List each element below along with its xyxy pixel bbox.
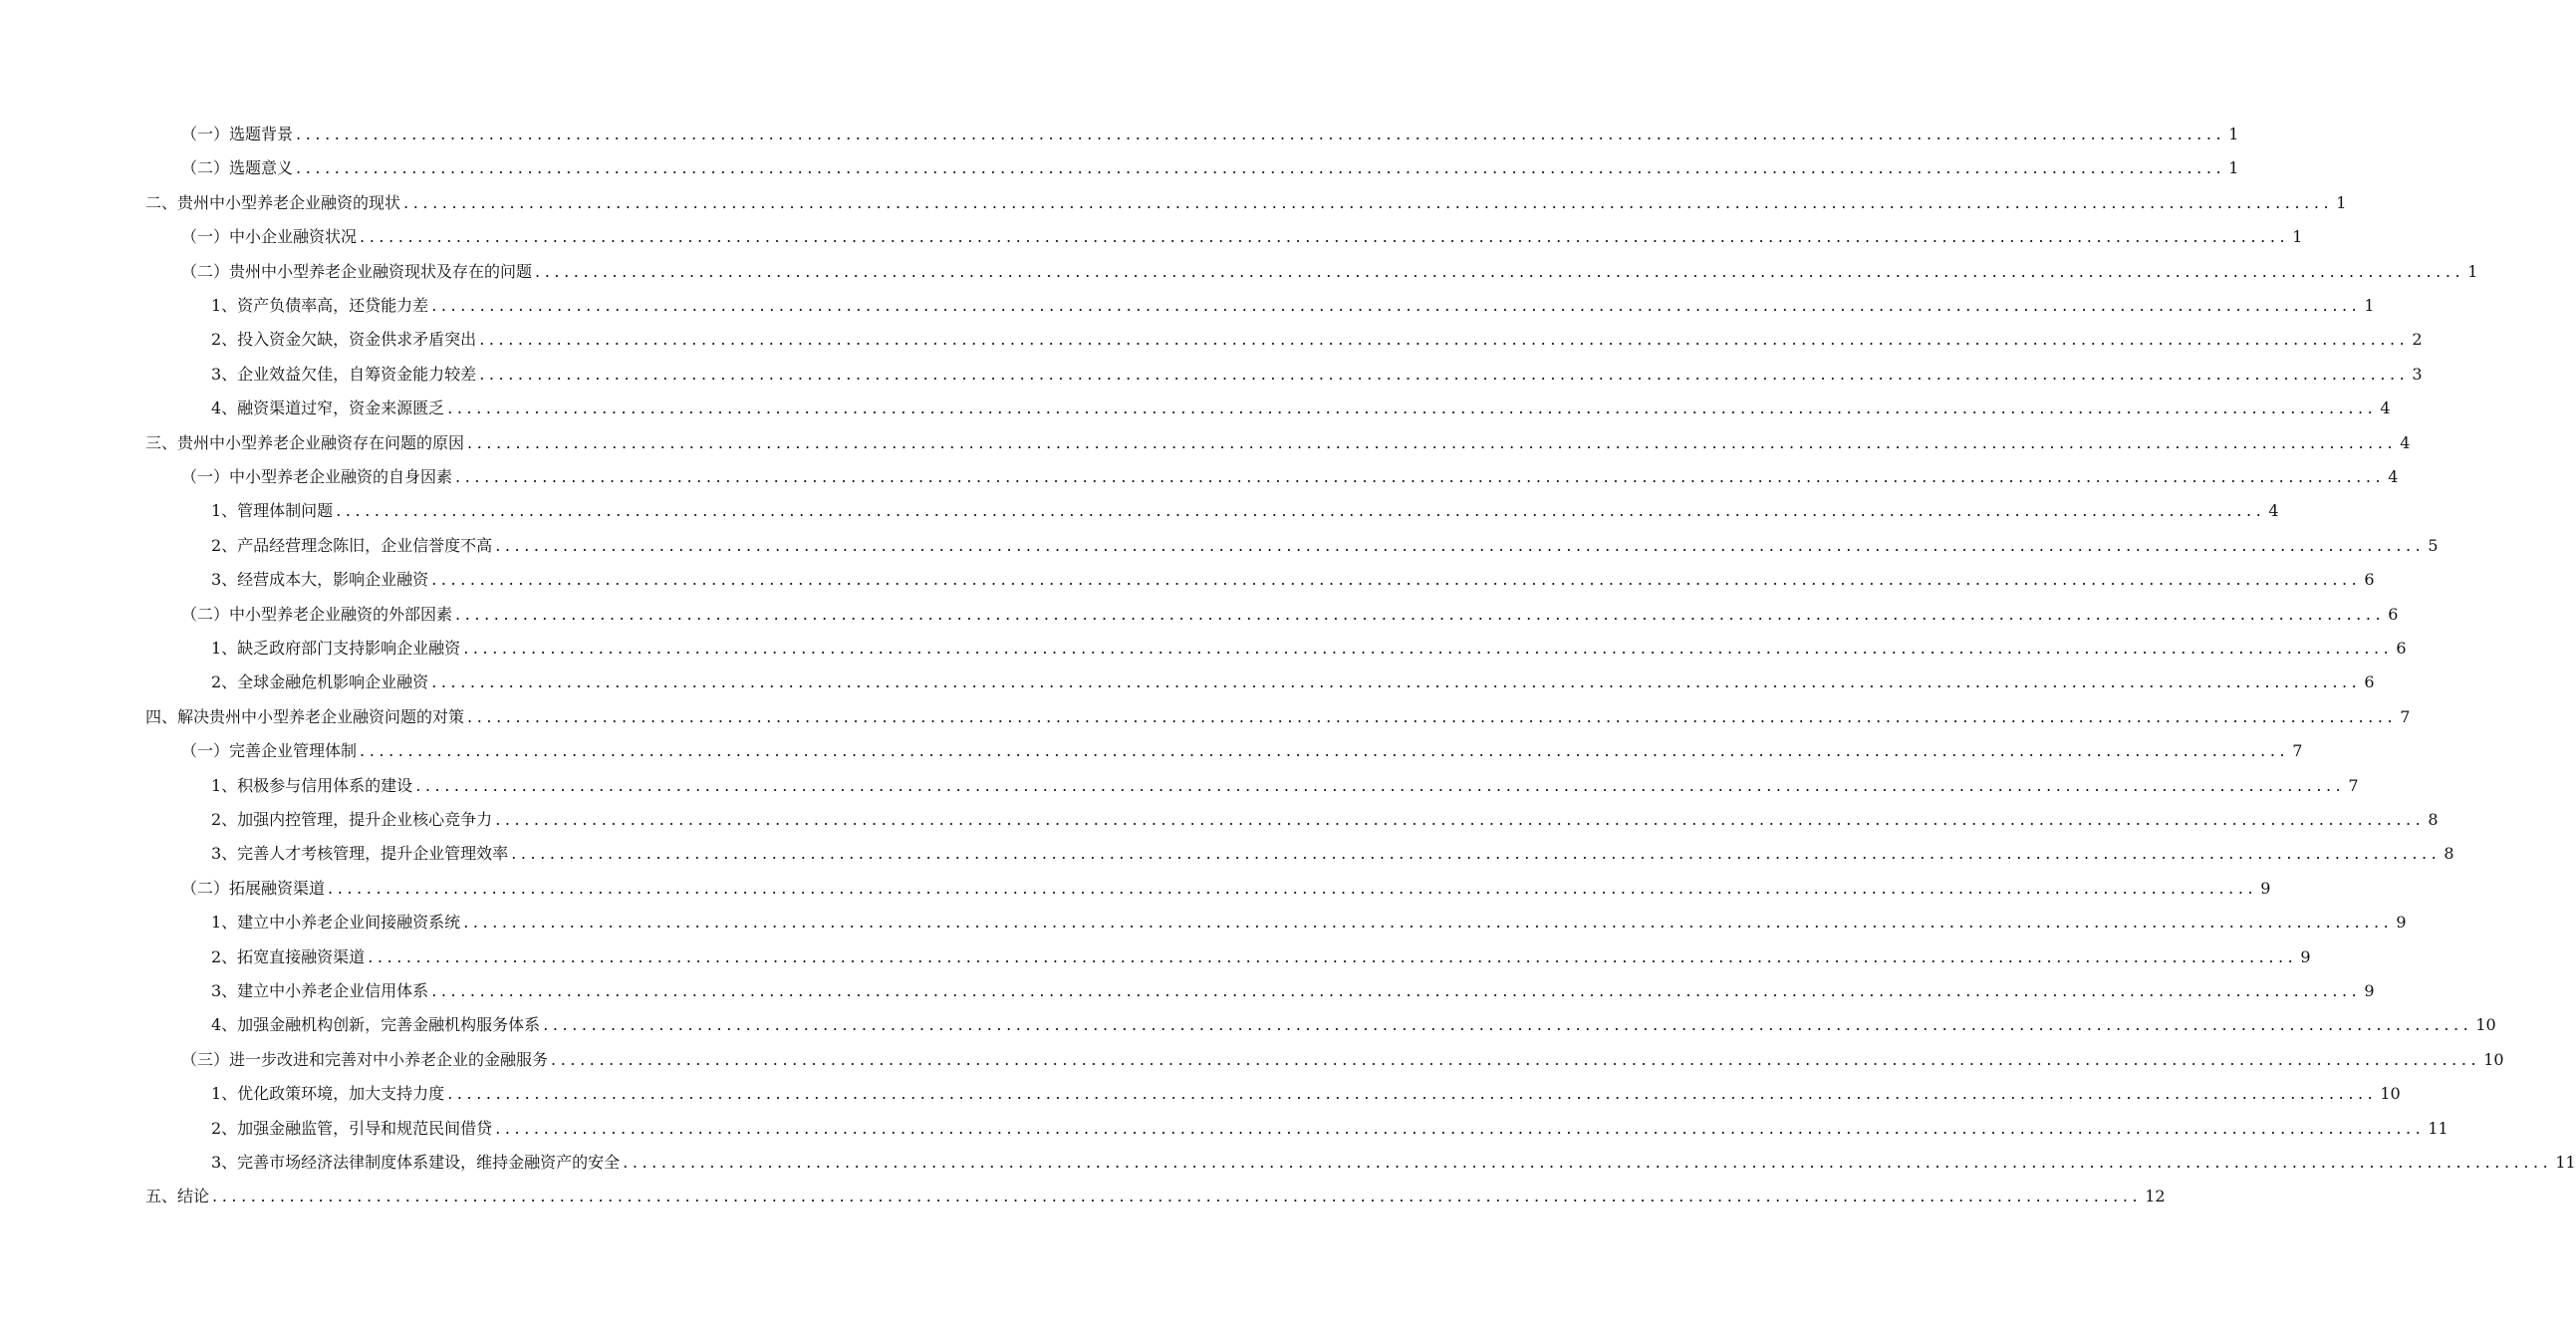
toc-entry-page-number: 3: [2412, 364, 2423, 384]
dot-leader: ........................................................................................................................................................................................................: [467, 706, 2398, 726]
dot-leader: ........................................................................................................................................................................................................: [455, 467, 2386, 486]
toc-entry-title: 四、解决贵州中小型养老企业融资问题的对策: [145, 706, 465, 726]
toc-entry-title: 1、优化政策环境，加大支持力度: [211, 1084, 445, 1104]
toc-entry[interactable]: [211, 839, 2454, 869]
toc-entry-title: 2、拓宽直接融资渠道: [211, 946, 366, 966]
toc-entry-title: （一）选题背景: [181, 125, 294, 143]
toc-entry[interactable]: [145, 1182, 2166, 1211]
toc-entry-title: 1、缺乏政府部门支持影响企业融资: [211, 639, 461, 658]
toc-entry-title: 二、贵州中小型养老企业融资的现状: [145, 192, 401, 212]
toc-entry-title: 2、全球金融危机影响企业融资: [211, 672, 429, 692]
dot-leader: ........................................................................................................................................................................................................: [431, 672, 2362, 692]
toc-entry[interactable]: [211, 496, 2279, 526]
toc-entry[interactable]: [211, 565, 2375, 595]
dot-leader: ........................................................................................................................................................................................................: [495, 1118, 2426, 1138]
toc-entry-page-number: 10: [2483, 1049, 2504, 1069]
dot-leader: ........................................................................................................................................................................................................: [455, 604, 2386, 624]
dot-leader: ........................................................................................................................................................................................................: [551, 1049, 2481, 1069]
toc-entry-page-number: 1: [2467, 261, 2478, 281]
toc-entry-page-number: 1: [2228, 158, 2239, 178]
toc-entry[interactable]: [211, 1079, 2401, 1109]
toc-entry-page-number: 12: [2145, 1187, 2166, 1206]
toc-entry-page-number: 7: [2292, 741, 2303, 761]
dot-leader: ........................................................................................................................................................................................................: [403, 192, 2334, 212]
dot-leader: ........................................................................................................................................................................................................: [463, 913, 2394, 933]
toc-entry-page-number: 1: [2364, 296, 2375, 315]
toc-entry[interactable]: [181, 736, 2303, 766]
toc-entry-title: 2、产品经营理念陈旧，企业信誉度不高: [211, 535, 493, 555]
toc-entry-title: 3、企业效益欠佳，自筹资金能力较差: [211, 364, 477, 384]
dot-leader: ........................................................................................................................................................................................................: [543, 1015, 2473, 1035]
dot-leader: ........................................................................................................................................................................................................: [336, 501, 2266, 521]
toc-entry[interactable]: [211, 634, 2407, 664]
toc-entry-page-number: 11: [2428, 1118, 2448, 1138]
toc-entry-page-number: 1: [2228, 125, 2239, 143]
toc-entry-title: 1、积极参与信用体系的建设: [211, 775, 413, 795]
toc-entry[interactable]: [211, 531, 2439, 561]
toc-entry-title: 2、投入资金欠缺，资金供求矛盾突出: [211, 330, 477, 350]
toc-entry[interactable]: [211, 976, 2375, 1006]
toc-entry[interactable]: [181, 462, 2399, 492]
dot-leader: ........................................................................................................................................................................................................: [495, 535, 2426, 555]
toc-entry-page-number: 6: [2364, 672, 2375, 692]
toc-entry-page-number: 11: [2555, 1153, 2576, 1172]
toc-entry[interactable]: [145, 702, 2411, 732]
toc-entry-title: 3、建立中小养老企业信用体系: [211, 981, 429, 1000]
toc-entry-title: 1、资产负债率高，还贷能力差: [211, 296, 429, 315]
dot-leader: ........................................................................................................................................................................................................: [431, 296, 2362, 315]
toc-entry-page-number: 9: [2260, 878, 2271, 898]
toc-entry[interactable]: [211, 325, 2423, 355]
dot-leader: ........................................................................................................................................................................................................: [447, 1084, 2378, 1104]
toc-entry-page-number: 6: [2364, 570, 2375, 590]
toc-entry[interactable]: [145, 428, 2411, 458]
dot-leader: ........................................................................................................................................................................................................: [360, 227, 2290, 247]
toc-entry-page-number: 8: [2444, 844, 2454, 864]
dot-leader: ........................................................................................................................................................................................................: [535, 261, 2465, 281]
toc-entry-page-number: 5: [2428, 535, 2439, 555]
toc-entry-title: （一）中小型养老企业融资的自身因素: [181, 467, 453, 486]
toc-entry[interactable]: [211, 291, 2375, 321]
toc-entry-page-number: 7: [2400, 706, 2411, 726]
toc-entry-title: 3、完善市场经济法律制度体系建设，维持金融资产的安全: [211, 1153, 621, 1172]
toc-entry[interactable]: [181, 222, 2303, 252]
dot-leader: ........................................................................................................................................................................................................: [623, 1153, 2553, 1172]
toc-entry-title: 4、融资渠道过窄，资金来源匮乏: [211, 399, 445, 418]
toc-entry-page-number: 9: [2364, 981, 2375, 1000]
toc-entry[interactable]: [211, 771, 2359, 801]
toc-entry[interactable]: [181, 153, 2239, 183]
toc-entry[interactable]: [211, 668, 2375, 697]
toc-entry-title: （一）中小企业融资状况: [181, 227, 358, 247]
toc-entry-title: 3、完善人才考核管理，提升企业管理效率: [211, 844, 509, 864]
toc-entry-title: 1、建立中小养老企业间接融资系统: [211, 913, 461, 933]
toc-entry[interactable]: [211, 942, 2311, 972]
dot-leader: ........................................................................................................................................................................................................: [212, 1187, 2143, 1206]
dot-leader: ........................................................................................................................................................................................................: [368, 946, 2298, 966]
dot-leader: ........................................................................................................................................................................................................: [479, 364, 2410, 384]
dot-leader: ........................................................................................................................................................................................................: [447, 399, 2378, 418]
toc-entry-title: （三）进一步改进和完善对中小养老企业的金融服务: [181, 1049, 549, 1069]
toc-entry-page-number: 9: [2300, 946, 2311, 966]
dot-leader: ........................................................................................................................................................................................................: [296, 158, 2226, 178]
toc-entry-page-number: 4: [2380, 399, 2391, 418]
toc-entry-page-number: 1: [2292, 227, 2303, 247]
toc-entry-title: （二）贵州中小型养老企业融资现状及存在的问题: [181, 261, 533, 281]
toc-entry[interactable]: [211, 1114, 2448, 1144]
toc-entry-page-number: 4: [2388, 467, 2399, 486]
dot-leader: ........................................................................................................................................................................................................: [431, 981, 2362, 1000]
toc-entry-title: 2、加强内控管理，提升企业核心竞争力: [211, 810, 493, 829]
dot-leader: ........................................................................................................................................................................................................: [511, 844, 2442, 864]
dot-leader: ........................................................................................................................................................................................................: [495, 810, 2426, 829]
dot-leader: ........................................................................................................................................................................................................: [360, 741, 2290, 761]
toc-entry-title: 五、结论: [145, 1187, 210, 1206]
toc-entry-title: 2、加强金融监管，引导和规范民间借贷: [211, 1118, 493, 1138]
toc-entry-page-number: 1: [2336, 192, 2347, 212]
toc-entry-title: 1、管理体制问题: [211, 501, 334, 521]
toc-entry-title: 4、加强金融机构创新，完善金融机构服务体系: [211, 1015, 541, 1035]
dot-leader: ........................................................................................................................................................................................................: [415, 775, 2346, 795]
toc-entry[interactable]: [181, 874, 2271, 904]
toc-entry-title: （一）完善企业管理体制: [181, 741, 358, 761]
toc-entry[interactable]: [145, 188, 2347, 218]
toc-entry-title: 三、贵州中小型养老企业融资存在问题的原因: [145, 432, 465, 452]
toc-entry-page-number: 6: [2388, 604, 2399, 624]
toc-entry-title: （二）中小型养老企业融资的外部因素: [181, 604, 453, 624]
dot-leader: ........................................................................................................................................................................................................: [431, 570, 2362, 590]
toc-entry[interactable]: [181, 257, 2478, 287]
toc-entry[interactable]: [181, 1045, 2504, 1075]
toc-entry-page-number: 9: [2396, 913, 2407, 933]
dot-leader: ........................................................................................................................................................................................................: [467, 432, 2398, 452]
toc-entry-page-number: 6: [2396, 639, 2407, 658]
toc-entry[interactable]: [211, 360, 2423, 390]
toc-entry[interactable]: [211, 805, 2439, 835]
dot-leader: ........................................................................................................................................................................................................: [328, 878, 2258, 898]
toc-entry-title: （二）拓展融资渠道: [181, 878, 326, 898]
toc-entry[interactable]: [211, 394, 2391, 423]
dot-leader: ........................................................................................................................................................................................................: [296, 125, 2226, 143]
dot-leader: ........................................................................................................................................................................................................: [479, 330, 2410, 350]
toc-entry-page-number: 10: [2380, 1084, 2401, 1104]
toc-entry[interactable]: [211, 908, 2407, 937]
toc-entry[interactable]: [181, 120, 2239, 149]
dot-leader: ........................................................................................................................................................................................................: [463, 639, 2394, 658]
toc-entry-page-number: 4: [2400, 432, 2411, 452]
toc-entry-page-number: 4: [2268, 501, 2279, 521]
toc-entry-title: （二）选题意义: [181, 158, 294, 178]
toc-entry[interactable]: [181, 600, 2399, 630]
toc-entry-title: 3、经营成本大，影响企业融资: [211, 570, 429, 590]
toc-entry-page-number: 8: [2428, 810, 2439, 829]
toc-entry[interactable]: [211, 1010, 2496, 1040]
toc-entry[interactable]: [211, 1148, 2576, 1178]
toc-entry-page-number: 7: [2348, 775, 2359, 795]
toc-entry-page-number: 2: [2412, 330, 2423, 350]
toc-entry-page-number: 10: [2475, 1015, 2496, 1035]
